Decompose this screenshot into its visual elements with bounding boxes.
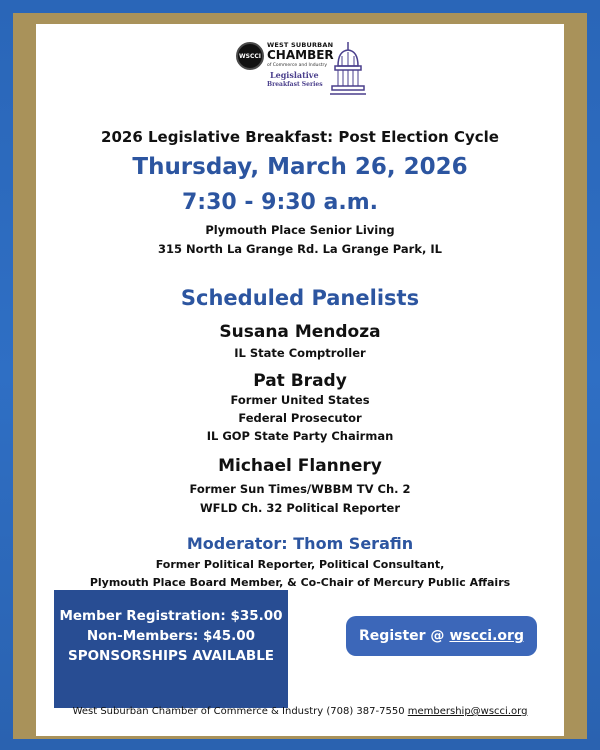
panelist-name: Pat Brady (253, 371, 347, 391)
panelist-title-line: Federal Prosecutor (238, 411, 362, 425)
panelist-title-line: Former United States (230, 393, 370, 407)
panelist-name: Michael Flannery (218, 456, 382, 476)
logo-org-line2: CHAMBER (267, 48, 334, 62)
flyer-card (36, 24, 564, 736)
panelists-heading: Scheduled Panelists (180, 286, 420, 310)
wscci-seal-icon: WSCCI (236, 42, 264, 70)
logo-org-line3: of Commerce and Industry (267, 63, 328, 68)
moderator-heading: Moderator: Thom Serafin (186, 534, 414, 553)
panelist-name: Susana Mendoza (219, 322, 381, 342)
pricing-box (54, 590, 288, 708)
capitol-building-icon (330, 42, 366, 98)
panelist-title-line: Former Sun Times/WBBM TV Ch. 2 (189, 482, 411, 496)
sponsorships-note: SPONSORSHIPS AVAILABLE (67, 648, 275, 664)
logo-series-line2: Breakfast Series (267, 81, 323, 88)
footer-contact: West Suburban Chamber of Commerce & Industry (708) 387-7550 (72, 706, 405, 717)
member-price: Member Registration: $35.00 (59, 608, 283, 624)
panelist-title-line: IL GOP State Party Chairman (206, 429, 394, 443)
panelist-title-line: WFLD Ch. 32 Political Reporter (199, 501, 401, 515)
chamber-logo (236, 40, 366, 110)
moderator-bio-line: Former Political Reporter, Political Consultant, (155, 558, 445, 571)
register-button[interactable] (346, 616, 537, 656)
event-time: 7:30 - 9:30 a.m. (181, 190, 379, 215)
event-title: 2026 Legislative Breakfast: Post Election Cycle (101, 128, 499, 146)
venue-name: Plymouth Place Senior Living (205, 223, 395, 237)
footer (36, 706, 564, 717)
panelist-title-line: IL State Comptroller (234, 346, 366, 360)
register-link[interactable]: wscci.org (449, 628, 524, 644)
register-label: Register @ (359, 628, 445, 644)
non-member-price: Non-Members: $45.00 (86, 628, 256, 644)
moderator-bio-line: Plymouth Place Board Member, & Co-Chair of Mercury Public Affairs (89, 576, 511, 589)
event-date: Thursday, March 26, 2026 (132, 154, 468, 180)
logo-series-line1: Legislative (270, 70, 319, 80)
logo-org-line1: WEST SUBURBAN (267, 41, 334, 49)
venue-address: 315 North La Grange Rd. La Grange Park, IL (158, 242, 442, 256)
footer-email-link[interactable]: membership@wscci.org (407, 706, 528, 717)
